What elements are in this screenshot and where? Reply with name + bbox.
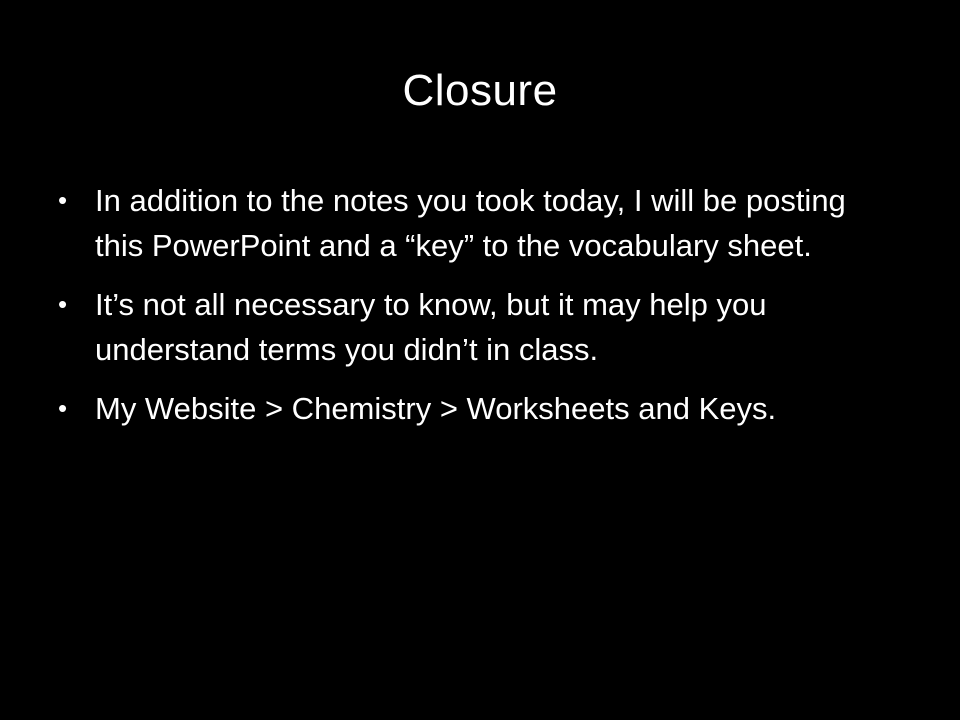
bullet-item <box>58 386 870 431</box>
slide-title: Closure <box>402 66 558 115</box>
bullet-text: In addition to the notes you took today, I will be posting this PowerPoint and a “key” to the vocabulary sheet. <box>95 183 846 263</box>
bullet-dot-icon: • <box>58 393 68 423</box>
bullet-text: It’s not all necessary to know, but it may help you understand terms you didn’t in class. <box>95 287 767 367</box>
bullet-dot-icon: • <box>58 289 68 319</box>
bullet-list <box>58 178 870 445</box>
bullet-item <box>58 178 870 268</box>
bullet-item <box>58 282 870 372</box>
bullet-text: My Website > Chemistry > Worksheets and Keys. <box>95 391 777 426</box>
bullet-dot-icon: • <box>58 185 68 215</box>
